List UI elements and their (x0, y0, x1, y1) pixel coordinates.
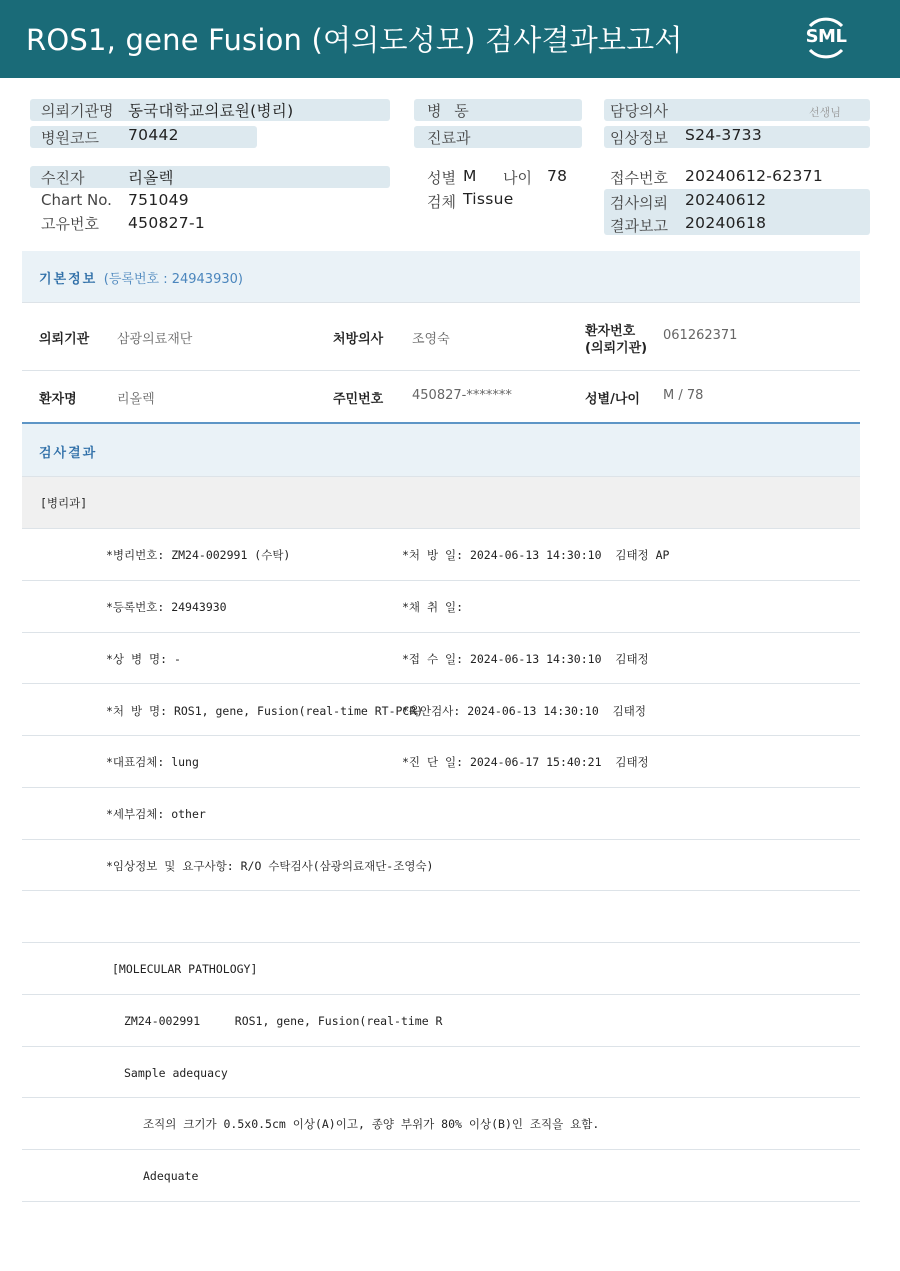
result-row-left: *처 방 명: ROS1, gene, Fusion(real-time RT-PCR) (106, 704, 424, 718)
sample-adequacy-value: Adequate (143, 1169, 199, 1183)
basic-inst-label: 의뢰기관 (39, 332, 90, 347)
ward-label: 병 동 (427, 102, 473, 120)
clinical-value: S24-3733 (685, 126, 763, 144)
hospital-code-value: 70442 (128, 126, 179, 144)
sample-adequacy-label: Sample adequacy (124, 1066, 228, 1080)
divider (22, 994, 860, 995)
sml-logo (800, 12, 852, 64)
receipt-label: 접수번호 (610, 169, 668, 187)
divider (22, 839, 860, 840)
specimen-value: Tissue (463, 190, 514, 208)
divider (22, 632, 860, 633)
sample-adequacy-description: 조직의 크기가 0.5x0.5cm 이상(A)이고, 종양 부위가 80% 이상(B)인 조직을 요함. (143, 1117, 600, 1131)
divider (22, 683, 860, 684)
divider (22, 942, 860, 943)
institution-value: 동국대학교의료원(병리) (128, 102, 294, 120)
request-value: 20240612 (685, 191, 767, 209)
basic-name-label: 환자명 (39, 392, 77, 407)
request-label: 검사의뢰 (610, 194, 668, 212)
institution-label: 의뢰기관명 (41, 102, 114, 120)
divider (22, 787, 860, 788)
report-label: 결과보고 (610, 217, 668, 235)
divider (22, 1046, 860, 1047)
basic-sexage-value: M / 78 (663, 388, 704, 403)
result-row-right: *처 방 일: 2024-06-13 14:30:10 김태정 AP (402, 548, 670, 562)
doctor-suffix: 선생님 (809, 106, 841, 119)
results-title: 검사결과 (39, 446, 98, 461)
specimen-label: 검체 (427, 193, 456, 211)
basic-presc-value: 조영숙 (412, 332, 450, 347)
result-row-right: *채 취 일: (402, 600, 464, 614)
unique-value: 450827-1 (128, 214, 206, 232)
result-row-right: *접 수 일: 2024-06-13 14:30:10 김태정 (402, 652, 649, 666)
divider (22, 890, 860, 891)
patient-value: 리올렉 (128, 169, 174, 187)
logo-text: SML (805, 26, 847, 47)
department-text: [병리과] (40, 496, 88, 510)
results-header (22, 424, 860, 476)
divider (22, 735, 860, 736)
hospital-code-label: 병원코드 (41, 129, 99, 147)
basic-presc-label: 처방의사 (333, 332, 384, 347)
report-value: 20240618 (685, 214, 767, 232)
basic-sexage-label: 성별/나이 (585, 392, 640, 407)
result-row-left: *대표검체: lung (106, 755, 199, 769)
basic-rrn-value: 450827-******* (412, 388, 512, 403)
result-row-left: *임상정보 및 요구사항: R/O 수탁검사(삼광의료재단-조영숙) (106, 859, 434, 873)
department-label: 진료과 (427, 129, 471, 147)
registration-number: (등록번호 : 24943930) (103, 272, 243, 287)
basic-info-title (39, 268, 243, 287)
basic-pno-label: 환자번호 (585, 324, 636, 339)
doctor-label: 담당의사 (610, 102, 668, 120)
divider (22, 1201, 860, 1202)
age-value: 78 (547, 167, 568, 185)
result-row-left: *상 병 명: - (106, 652, 181, 666)
basic-name-value: 리올렉 (117, 392, 155, 407)
basic-pno-value: 061262371 (663, 328, 738, 343)
molecular-pathology-title: [MOLECULAR PATHOLOGY] (112, 962, 258, 976)
sex-label: 성별 (427, 169, 456, 187)
department-row (22, 477, 860, 528)
basic-rrn-label: 주민번호 (333, 392, 384, 407)
receipt-value: 20240612-62371 (685, 167, 823, 185)
divider (22, 580, 860, 581)
result-row-left: *등록번호: 24943930 (106, 600, 227, 614)
patient-label: 수진자 (41, 169, 85, 187)
basic-inst-value: 삼광의료재단 (117, 332, 193, 347)
molecular-test-line: ZM24-002991 ROS1, gene, Fusion(real-time R (124, 1014, 443, 1028)
result-row-right: *육안검사: 2024-06-13 14:30:10 김태정 (402, 704, 646, 718)
result-row-right: *진 단 일: 2024-06-17 15:40:21 김태정 (402, 755, 649, 769)
result-row-left: *병리번호: ZM24-002991 (수탁) (106, 548, 291, 562)
divider (22, 370, 860, 371)
basic-pno-label-sub: (의뢰기관) (585, 341, 648, 356)
age-label: 나이 (503, 169, 532, 187)
chart-label: Chart No. (41, 191, 112, 209)
divider (22, 302, 860, 303)
result-row-left: *세부검체: other (106, 807, 206, 821)
clinical-label: 임상정보 (610, 129, 668, 147)
sex-value: M (463, 167, 477, 185)
divider (22, 528, 860, 529)
header-banner (0, 0, 900, 78)
divider (22, 1149, 860, 1150)
report-title: ROS1, gene Fusion (여의도성모) 검사결과보고서 (26, 23, 683, 57)
unique-label: 고유번호 (41, 215, 99, 233)
divider (22, 1097, 860, 1098)
chart-value: 751049 (128, 191, 189, 209)
basic-info-title-text: 기본정보 (39, 272, 98, 287)
